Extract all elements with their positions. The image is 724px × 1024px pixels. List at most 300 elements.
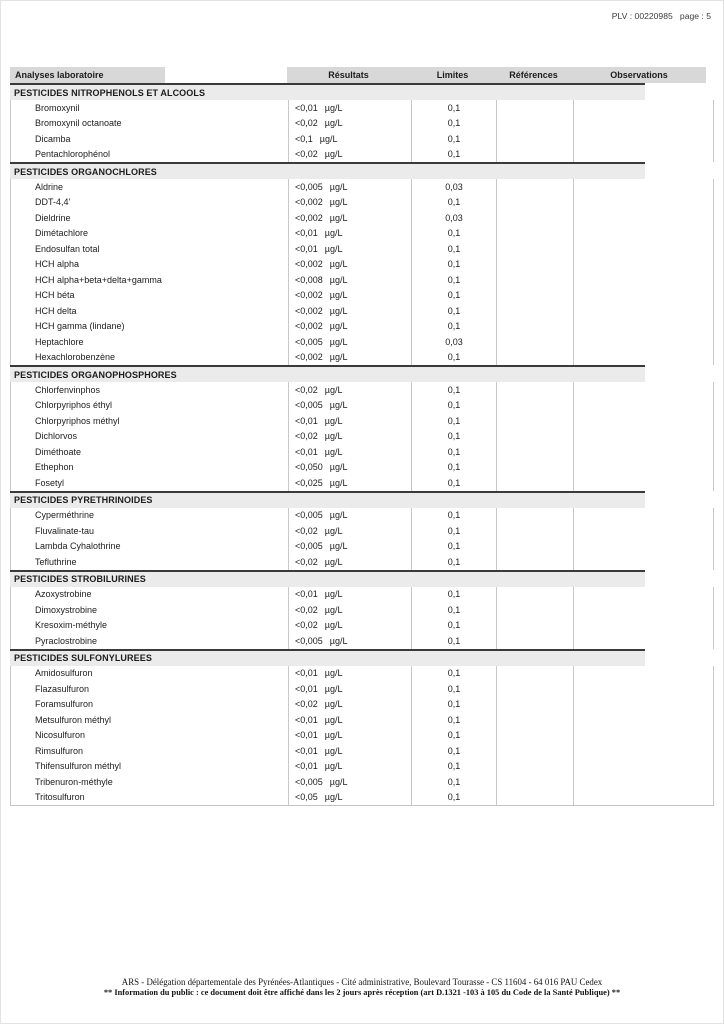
analysis-name: Dicamba — [35, 133, 71, 144]
table-row — [10, 444, 714, 460]
analysis-name: Metsulfuron méthyl — [35, 714, 112, 725]
result-cell — [288, 382, 411, 398]
table-row — [10, 475, 714, 491]
table-row — [10, 759, 714, 775]
section-header-row — [10, 162, 645, 179]
result-cell — [288, 666, 411, 682]
limit-value: 0,1 — [447, 446, 461, 457]
result-value: <0,1 — [295, 133, 313, 144]
result-cell — [288, 413, 411, 429]
result-unit: µg/L — [329, 352, 348, 363]
analysis-name: Thifensulfuron méthyl — [35, 761, 122, 772]
result-value: <0,01 — [295, 745, 318, 756]
limit-cell — [411, 697, 496, 713]
result-cell — [288, 444, 411, 460]
observation-cell — [573, 382, 713, 398]
analysis-name: Rimsulfuron — [35, 745, 84, 756]
analysis-name-cell — [11, 179, 288, 195]
section-title: PESTICIDES ORGANOPHOSPHORES — [14, 369, 177, 380]
result-unit: µg/L — [324, 431, 343, 442]
observation-cell — [573, 350, 713, 366]
table-row — [10, 382, 714, 398]
limit-value: 0,1 — [447, 243, 461, 254]
column-header-references: Références — [509, 70, 558, 80]
table-row — [10, 743, 714, 759]
reference-cell — [496, 774, 573, 790]
table-row — [10, 319, 714, 335]
result-unit: µg/L — [324, 415, 343, 426]
reference-cell — [496, 179, 573, 195]
table-row — [10, 618, 714, 634]
analyses-table — [10, 67, 714, 806]
analysis-name: Aldrine — [35, 181, 64, 192]
section-title: PESTICIDES NITROPHENOLS ET ALCOOLS — [14, 87, 206, 98]
result-unit: µg/L — [329, 541, 348, 552]
table-row — [10, 429, 714, 445]
result-unit: µg/L — [324, 714, 343, 725]
result-cell — [288, 587, 411, 603]
result-cell — [288, 774, 411, 790]
result-value: <0,01 — [295, 415, 318, 426]
observation-cell — [573, 774, 713, 790]
analysis-name-cell — [11, 790, 288, 806]
plv-page-label: PLV : 00220985 page : 5 — [611, 11, 711, 21]
reference-cell — [496, 334, 573, 350]
result-cell — [288, 210, 411, 226]
analysis-name-cell — [11, 523, 288, 539]
limit-cell — [411, 743, 496, 759]
reference-cell — [496, 618, 573, 634]
limit-cell — [411, 618, 496, 634]
result-value: <0,02 — [295, 556, 318, 567]
reference-cell — [496, 350, 573, 366]
analysis-name: HCH alpha — [35, 259, 80, 270]
observation-cell — [573, 319, 713, 335]
result-value: <0,005 — [295, 181, 323, 192]
result-unit: µg/L — [329, 259, 348, 270]
limit-cell — [411, 226, 496, 242]
limit-cell — [411, 774, 496, 790]
section-header-row — [10, 83, 645, 100]
reference-cell — [496, 712, 573, 728]
analysis-name-cell — [11, 602, 288, 618]
table-row — [10, 303, 714, 319]
section-header-row — [10, 365, 645, 382]
analysis-name: Bromoxynil octanoate — [35, 118, 122, 129]
reference-cell — [496, 210, 573, 226]
limit-value: 0,1 — [447, 102, 461, 113]
analysis-name: Foramsulfuron — [35, 699, 94, 710]
footer-address: ARS - Délégation départementale des Pyrénées-Atlantiques - Cité administrative, Boulevard Tourasse - CS 11604 - 64 016 PAU Cedex — [121, 977, 603, 987]
result-cell — [288, 350, 411, 366]
section-header-row — [10, 491, 645, 508]
result-cell — [288, 681, 411, 697]
result-unit: µg/L — [324, 761, 343, 772]
analysis-name-cell — [11, 587, 288, 603]
result-cell — [288, 697, 411, 713]
observation-cell — [573, 475, 713, 491]
limit-cell — [411, 272, 496, 288]
observation-cell — [573, 508, 713, 524]
result-value: <0,02 — [295, 118, 318, 129]
limit-value: 0,03 — [445, 336, 463, 347]
result-value: <0,01 — [295, 714, 318, 725]
analysis-name-cell — [11, 759, 288, 775]
reference-cell — [496, 241, 573, 257]
result-unit: µg/L — [329, 305, 348, 316]
section-title: PESTICIDES PYRETHRINOIDES — [14, 495, 153, 505]
table-row — [10, 288, 714, 304]
observation-cell — [573, 523, 713, 539]
page-footer — [0, 977, 724, 997]
analysis-name-cell — [11, 539, 288, 555]
limit-value: 0,1 — [447, 415, 461, 426]
observation-cell — [573, 790, 713, 806]
observation-cell — [573, 116, 713, 132]
analysis-name: Chlorfenvinphos — [35, 384, 101, 395]
limit-cell — [411, 241, 496, 257]
analysis-name: Tribenuron-méthyle — [35, 776, 113, 787]
analysis-name: Lambda Cyhalothrine — [35, 541, 121, 552]
result-value: <0,02 — [295, 149, 318, 160]
table-row — [10, 241, 714, 257]
limit-value: 0,1 — [447, 274, 461, 285]
analysis-name: Tefluthrine — [35, 556, 77, 567]
table-row — [10, 587, 714, 603]
result-value: <0,005 — [295, 336, 323, 347]
column-header-analyses: Analyses laboratoire — [10, 67, 165, 83]
reference-cell — [496, 382, 573, 398]
limit-cell — [411, 790, 496, 806]
reference-cell — [496, 508, 573, 524]
result-value: <0,050 — [295, 462, 323, 473]
analysis-name: HCH delta — [35, 305, 77, 316]
result-cell — [288, 460, 411, 476]
limit-value: 0,1 — [447, 118, 461, 129]
result-unit: µg/L — [329, 510, 348, 521]
analysis-name-cell — [11, 398, 288, 414]
limit-cell — [411, 179, 496, 195]
limit-value: 0,1 — [447, 400, 461, 411]
result-unit: µg/L — [329, 274, 348, 285]
table-row — [10, 460, 714, 476]
analysis-name: Amidosulfuron — [35, 668, 93, 679]
analysis-name-cell — [11, 257, 288, 273]
limit-value: 0,1 — [447, 604, 461, 615]
table-row — [10, 398, 714, 414]
table-row — [10, 774, 714, 790]
result-cell — [288, 195, 411, 211]
observation-cell — [573, 712, 713, 728]
limit-cell — [411, 413, 496, 429]
result-unit: µg/L — [324, 118, 343, 129]
reference-cell — [496, 116, 573, 132]
result-value: <0,01 — [295, 446, 318, 457]
analysis-name-cell — [11, 554, 288, 570]
observation-cell — [573, 728, 713, 744]
observation-cell — [573, 633, 713, 649]
table-row — [10, 697, 714, 713]
limit-cell — [411, 398, 496, 414]
analysis-name: Flazasulfuron — [35, 683, 90, 694]
limit-value: 0,1 — [447, 510, 461, 521]
result-cell — [288, 288, 411, 304]
analysis-name: Dimétachlore — [35, 228, 89, 239]
table-row — [10, 195, 714, 211]
reference-cell — [496, 633, 573, 649]
table-row — [10, 210, 714, 226]
result-cell — [288, 179, 411, 195]
analysis-name-cell — [11, 712, 288, 728]
result-unit: µg/L — [319, 133, 338, 144]
analysis-name-cell — [11, 288, 288, 304]
table-body — [10, 83, 714, 806]
limit-value: 0,1 — [447, 683, 461, 694]
observation-cell — [573, 257, 713, 273]
observation-cell — [573, 272, 713, 288]
result-unit: µg/L — [324, 683, 343, 694]
table-row — [10, 226, 714, 242]
result-unit: µg/L — [324, 792, 343, 803]
table-row — [10, 666, 714, 682]
limit-cell — [411, 116, 496, 132]
result-cell — [288, 759, 411, 775]
table-row — [10, 681, 714, 697]
result-unit: µg/L — [329, 477, 348, 488]
limit-cell — [411, 523, 496, 539]
limit-value: 0,1 — [447, 431, 461, 442]
limit-value: 0,1 — [447, 305, 461, 316]
limit-cell — [411, 319, 496, 335]
limit-cell — [411, 429, 496, 445]
result-unit: µg/L — [329, 290, 348, 301]
analysis-name-cell — [11, 116, 288, 132]
limit-cell — [411, 382, 496, 398]
limit-cell — [411, 131, 496, 147]
result-value: <0,01 — [295, 243, 318, 254]
result-cell — [288, 241, 411, 257]
table-row — [10, 131, 714, 147]
analysis-name: Azoxystrobine — [35, 589, 92, 600]
result-unit: µg/L — [324, 556, 343, 567]
reference-cell — [496, 697, 573, 713]
limit-cell — [411, 444, 496, 460]
result-value: <0,005 — [295, 635, 323, 646]
observation-cell — [573, 429, 713, 445]
section-header-row — [10, 570, 645, 587]
result-unit: µg/L — [329, 181, 348, 192]
result-value: <0,01 — [295, 761, 318, 772]
result-value: <0,01 — [295, 589, 318, 600]
result-unit: µg/L — [324, 604, 343, 615]
result-cell — [288, 226, 411, 242]
result-cell — [288, 633, 411, 649]
result-value: <0,002 — [295, 197, 323, 208]
limit-value: 0,1 — [447, 761, 461, 772]
reference-cell — [496, 602, 573, 618]
reference-cell — [496, 587, 573, 603]
result-unit: µg/L — [329, 212, 348, 223]
analysis-name-cell — [11, 460, 288, 476]
table-row — [10, 334, 714, 350]
analysis-name-cell — [11, 697, 288, 713]
analysis-name-cell — [11, 226, 288, 242]
observation-cell — [573, 460, 713, 476]
limit-cell — [411, 100, 496, 116]
table-row — [10, 179, 714, 195]
limit-cell — [411, 587, 496, 603]
result-cell — [288, 618, 411, 634]
observation-cell — [573, 195, 713, 211]
table-row — [10, 272, 714, 288]
result-unit: µg/L — [324, 384, 343, 395]
result-value: <0,025 — [295, 477, 323, 488]
reference-cell — [496, 743, 573, 759]
table-row — [10, 554, 714, 570]
analysis-name-cell — [11, 728, 288, 744]
result-value: <0,002 — [295, 321, 323, 332]
reference-cell — [496, 475, 573, 491]
result-value: <0,02 — [295, 525, 318, 536]
analysis-name: Fluvalinate-tau — [35, 525, 95, 536]
limit-value: 0,1 — [447, 541, 461, 552]
reference-cell — [496, 460, 573, 476]
analysis-name-cell — [11, 131, 288, 147]
observation-cell — [573, 100, 713, 116]
limit-value: 0,1 — [447, 556, 461, 567]
limit-cell — [411, 460, 496, 476]
result-unit: µg/L — [329, 197, 348, 208]
analysis-name-cell — [11, 633, 288, 649]
result-value: <0,02 — [295, 384, 318, 395]
analysis-name: HCH béta — [35, 290, 75, 301]
result-cell — [288, 116, 411, 132]
result-unit: µg/L — [324, 525, 343, 536]
reference-cell — [496, 288, 573, 304]
table-row — [10, 633, 714, 649]
limit-cell — [411, 712, 496, 728]
table-row — [10, 413, 714, 429]
analysis-name-cell — [11, 147, 288, 163]
reference-cell — [496, 728, 573, 744]
table-row — [10, 539, 714, 555]
reference-cell — [496, 131, 573, 147]
analysis-name-cell — [11, 382, 288, 398]
analysis-name-cell — [11, 743, 288, 759]
analysis-name: HCH gamma (lindane) — [35, 321, 125, 332]
result-cell — [288, 523, 411, 539]
result-cell — [288, 398, 411, 414]
analysis-name: Chlorpyriphos méthyl — [35, 415, 120, 426]
result-unit: µg/L — [324, 668, 343, 679]
result-cell — [288, 602, 411, 618]
reference-cell — [496, 398, 573, 414]
result-unit: µg/L — [324, 730, 343, 741]
limit-value: 0,1 — [447, 259, 461, 270]
result-unit: µg/L — [324, 745, 343, 756]
section-header-row — [10, 649, 645, 666]
observation-cell — [573, 334, 713, 350]
result-value: <0,008 — [295, 274, 323, 285]
result-unit: µg/L — [324, 446, 343, 457]
result-cell — [288, 257, 411, 273]
table-row — [10, 257, 714, 273]
reference-cell — [496, 523, 573, 539]
analysis-name-cell — [11, 681, 288, 697]
observation-cell — [573, 179, 713, 195]
reference-cell — [496, 319, 573, 335]
result-value: <0,002 — [295, 305, 323, 316]
analysis-name-cell — [11, 413, 288, 429]
reference-cell — [496, 539, 573, 555]
result-value: <0,02 — [295, 604, 318, 615]
limit-cell — [411, 633, 496, 649]
observation-cell — [573, 587, 713, 603]
section-title: PESTICIDES STROBILURINES — [14, 574, 146, 584]
limit-value: 0,1 — [447, 290, 461, 301]
analysis-name-cell — [11, 429, 288, 445]
result-cell — [288, 728, 411, 744]
reference-cell — [496, 759, 573, 775]
analysis-name: Chlorpyriphos éthyl — [35, 400, 113, 411]
result-value: <0,02 — [295, 431, 318, 442]
analysis-name: Nicosulfuron — [35, 730, 86, 741]
result-unit: µg/L — [324, 228, 343, 239]
result-unit: µg/L — [324, 243, 343, 254]
limit-value: 0,1 — [447, 149, 461, 160]
limit-cell — [411, 666, 496, 682]
limit-value: 0,1 — [447, 635, 461, 646]
observation-cell — [573, 618, 713, 634]
observation-cell — [573, 539, 713, 555]
analysis-name-cell — [11, 350, 288, 366]
analysis-name: Pyraclostrobine — [35, 635, 98, 646]
reference-cell — [496, 100, 573, 116]
limit-cell — [411, 759, 496, 775]
analysis-name-cell — [11, 319, 288, 335]
table-row — [10, 602, 714, 618]
result-cell — [288, 131, 411, 147]
analysis-name-cell — [11, 508, 288, 524]
analysis-name-cell — [11, 666, 288, 682]
limit-value: 0,1 — [447, 477, 461, 488]
result-value: <0,01 — [295, 683, 318, 694]
observation-cell — [573, 602, 713, 618]
analysis-name: Dichlorvos — [35, 431, 78, 442]
result-cell — [288, 272, 411, 288]
limit-cell — [411, 257, 496, 273]
analysis-name: Bromoxynil — [35, 102, 80, 113]
result-cell — [288, 743, 411, 759]
result-cell — [288, 334, 411, 350]
table-row — [10, 790, 714, 806]
table-row — [10, 116, 714, 132]
limit-value: 0,1 — [447, 745, 461, 756]
analysis-name: Pentachlorophénol — [35, 149, 111, 160]
limit-cell — [411, 539, 496, 555]
limit-cell — [411, 475, 496, 491]
limit-cell — [411, 147, 496, 163]
reference-cell — [496, 429, 573, 445]
result-unit: µg/L — [329, 321, 348, 332]
section-title: PESTICIDES SULFONYLUREES — [14, 653, 152, 663]
result-cell — [288, 508, 411, 524]
analysis-name: Ethephon — [35, 462, 74, 473]
observation-cell — [573, 444, 713, 460]
limit-value: 0,1 — [447, 730, 461, 741]
analysis-name-cell — [11, 241, 288, 257]
observation-cell — [573, 413, 713, 429]
